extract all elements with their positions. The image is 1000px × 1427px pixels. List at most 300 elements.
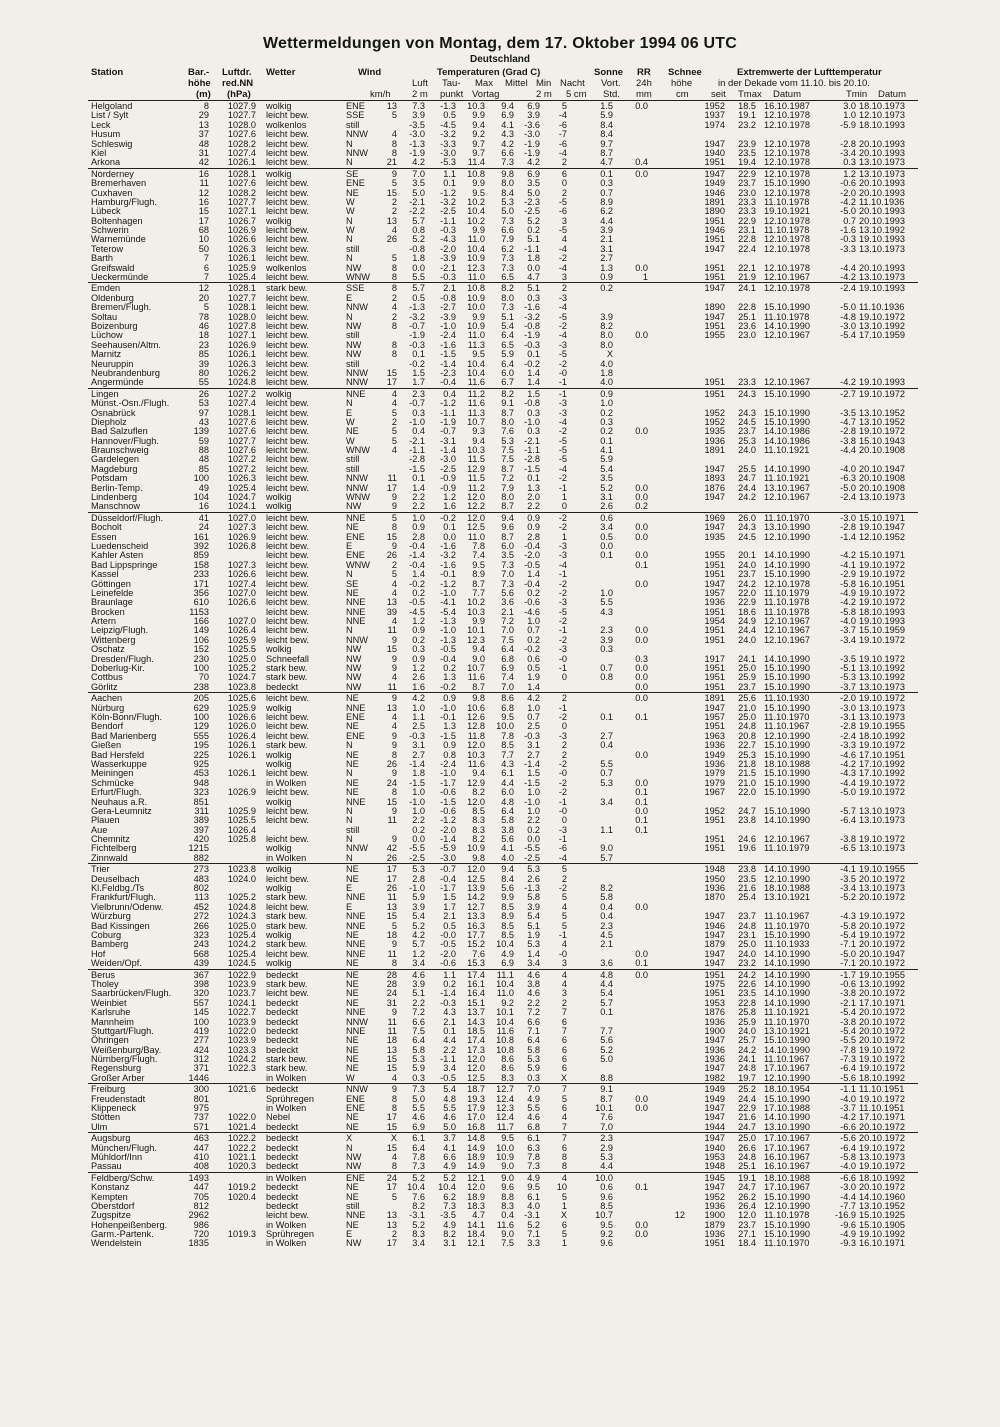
wetter: leicht bew.	[266, 426, 309, 437]
wind-speed: 15	[386, 1054, 397, 1065]
luftdruck: 1020.4	[227, 1191, 256, 1202]
wind-direction: NNE	[346, 1007, 366, 1018]
tmax-datum: 13.10.1921	[764, 1025, 810, 1036]
min-2m: 4.6	[527, 988, 540, 999]
wind-direction: NE	[346, 929, 359, 940]
max-vortag: 10.7	[467, 416, 485, 427]
mittel: 6.4	[501, 805, 514, 816]
nacht-5cm: 5	[561, 101, 567, 111]
max-vortag: 14.8	[467, 1133, 485, 1144]
seit: 1936	[704, 758, 725, 769]
wind-direction: NW	[346, 1151, 362, 1162]
temp-luft: 1.5	[412, 367, 425, 378]
tmin: -2.9	[840, 569, 856, 580]
taupunkt: -1.2	[440, 187, 456, 198]
max-vortag: 12.9	[467, 777, 485, 788]
wind-direction: N	[346, 1142, 353, 1153]
min-2m: 5.3	[527, 864, 540, 875]
tmax: 23.0	[738, 187, 756, 198]
bar-hoehe: 49	[198, 482, 209, 493]
rr-24h: 0.0	[635, 969, 648, 980]
col-tmin: Tmin	[846, 89, 868, 100]
station-name: Oschatz	[91, 644, 125, 655]
wind-direction: NW	[346, 320, 362, 331]
temp-luft: -3.5	[409, 119, 425, 130]
wind-direction: W	[346, 196, 355, 207]
bar-hoehe: 12	[198, 283, 209, 294]
max-vortag: 16.3	[467, 920, 485, 931]
wetter: leicht bew.	[266, 272, 309, 283]
tmin: -7.1	[840, 958, 856, 969]
tmin-datum: 20.10.1972	[859, 1007, 905, 1018]
col-wind-unit: km/h	[370, 89, 391, 100]
max-vortag: 8.2	[472, 787, 485, 798]
nacht-5cm: 2	[561, 693, 567, 704]
wind-speed: 13	[386, 597, 397, 608]
wind-speed: 2	[391, 311, 397, 322]
bar-hoehe: 100	[193, 712, 209, 722]
tmax: 25.0	[738, 1133, 756, 1144]
min-2m: 6.8	[527, 1121, 540, 1132]
min-2m: 1.4	[527, 681, 540, 692]
min-2m: -1.4	[524, 758, 540, 769]
wind-direction: NE	[346, 988, 359, 999]
luftdruck: 1027.1	[227, 206, 256, 217]
wetter: leicht bew.	[266, 815, 309, 826]
wind-direction: still	[346, 463, 360, 474]
min-2m: 5.1	[527, 234, 540, 245]
station-name: Kiel	[91, 147, 107, 158]
tmin: -2.8	[840, 426, 856, 437]
sonne: 0.4	[600, 911, 613, 922]
luftdruck: 1023.8	[227, 864, 256, 875]
tmax-datum: 15.10.1990	[764, 777, 810, 788]
tmin-datum: 11.10.1951	[859, 1084, 905, 1095]
mittel: 3.5	[501, 550, 514, 561]
station-name: Barth	[91, 253, 113, 264]
taupunkt: -1.6	[440, 339, 456, 350]
wetter: leicht bew.	[266, 138, 309, 149]
temp-luft: 1.7	[412, 377, 425, 388]
taupunkt: -1.4	[440, 445, 456, 456]
col-tmax: Tmax	[738, 89, 762, 100]
bar-hoehe: 104	[193, 492, 209, 503]
tmax-datum: 11.10.1921	[764, 1007, 810, 1018]
station-group	[88, 512, 918, 692]
station-name: Vielbrunn/Odenw.	[91, 901, 164, 912]
max-vortag: 11.0	[467, 234, 485, 245]
wind-direction: ENE	[346, 1103, 365, 1114]
sonne: 8.7	[600, 1093, 613, 1104]
tmax-datum: 11.10.1930	[764, 693, 810, 704]
station-name: Oberstdorf	[91, 1200, 135, 1211]
tmin-datum: 17.10.1971	[859, 1112, 905, 1123]
seit: 1951	[704, 634, 725, 645]
tmin: -4.9	[840, 587, 856, 598]
tmin-datum: 15.10.1905	[859, 1219, 905, 1230]
seit: 1982	[704, 1072, 725, 1083]
wetter: Nebel	[266, 1112, 291, 1123]
tmin-datum: 19.10.1972	[859, 1044, 905, 1055]
wind-direction: NNE	[346, 920, 366, 931]
rr-24h: 0.0	[635, 749, 648, 760]
luftdruck: 1026.0	[227, 721, 256, 732]
station-name: Leck	[91, 119, 111, 130]
wind-direction: E	[346, 883, 353, 894]
bar-hoehe: 23	[198, 339, 209, 350]
tmax: 24.8	[738, 920, 756, 931]
tmin: -5.9	[840, 119, 856, 130]
mittel: 10.4	[496, 1016, 514, 1027]
tmax-datum: 12.10.1978	[764, 283, 810, 294]
wetter: leicht bew.	[266, 358, 309, 369]
tmin: -3.4	[840, 147, 856, 158]
min-2m: 3.5	[527, 178, 540, 189]
col-tau-1: Tau-	[442, 78, 461, 89]
min-2m: 1.0	[527, 702, 540, 713]
temp-luft: 5.7	[412, 939, 425, 950]
tmax: 26.0	[738, 512, 756, 523]
temp-luft: -0.7	[409, 320, 425, 331]
taupunkt: 1.6	[443, 501, 456, 512]
min-2m: 9.5	[527, 1182, 540, 1193]
bar-hoehe: 100	[193, 473, 209, 484]
tmin: -0.6	[840, 978, 856, 989]
wind-direction: NNE	[346, 702, 366, 713]
wind-speed: 5	[391, 1191, 397, 1202]
temp-luft: 5.7	[412, 215, 425, 226]
temp-luft: 3.4	[412, 1238, 425, 1249]
max-vortag: 12.5	[467, 1072, 485, 1083]
wind-direction: N	[346, 398, 353, 409]
nacht-5cm: -3	[558, 407, 567, 418]
bar-hoehe: 397	[193, 824, 209, 835]
max-vortag: 12.1	[467, 1172, 485, 1183]
luftdruck: 1027.6	[227, 416, 256, 427]
col-schnee-3: cm	[676, 89, 689, 100]
wetter: leicht bew.	[266, 234, 309, 245]
table-row	[88, 1123, 918, 1132]
bar-hoehe: 266	[193, 920, 209, 931]
mittel: 6.0	[501, 787, 514, 798]
rr-24h: 0.0	[635, 777, 648, 788]
luftdruck: 1026.1	[227, 349, 256, 360]
temp-luft: -2.1	[409, 196, 425, 207]
seit: 1951	[704, 559, 725, 570]
luftdruck: 1024.5	[227, 958, 256, 969]
sonne: 0.1	[600, 1007, 613, 1018]
seit: 1979	[704, 768, 725, 779]
wind-direction: NW	[346, 663, 362, 674]
min-2m: 4.9	[527, 1093, 540, 1104]
sonne: 4.0	[600, 358, 613, 369]
luftdruck: 1025.6	[227, 693, 256, 704]
temp-luft: 8.2	[412, 1200, 425, 1211]
wetter: leicht bew.	[266, 225, 309, 236]
luftdruck: 1027.0	[227, 512, 256, 523]
wind-speed: 9	[391, 805, 397, 816]
tmin: -4.0	[840, 616, 856, 627]
sonne: 3.6	[600, 958, 613, 969]
taupunkt: -3.0	[440, 852, 456, 863]
wetter: leicht bew.	[266, 569, 309, 580]
wind-speed: 31	[386, 997, 397, 1008]
tmax-datum: 15.10.1990	[764, 302, 810, 313]
tmin: 1.2	[843, 168, 856, 179]
tmin-datum: 13.10.1952	[859, 407, 905, 418]
max-vortag: 9.0	[472, 653, 485, 664]
taupunkt: -5.4	[440, 606, 456, 617]
luftdruck: 1024.8	[227, 377, 256, 388]
seit: 1935	[704, 426, 725, 437]
tmax-datum: 11.10.1978	[764, 606, 810, 617]
table-row	[88, 1074, 918, 1083]
tmin-datum: 13.10.1973	[859, 157, 905, 168]
max-vortag: 10.0	[467, 302, 485, 313]
mittel: 8.4	[501, 873, 514, 884]
tmax-datum: 12.10.1990	[764, 531, 810, 542]
tmax: 22.9	[738, 215, 756, 226]
tmin-datum: 13.10.1992	[859, 225, 905, 236]
wind-speed: 17	[386, 377, 397, 388]
seit: 1947	[704, 492, 725, 503]
seit: 1951	[704, 681, 725, 692]
max-vortag: 9.3	[472, 426, 485, 437]
tmin: -1.4	[840, 531, 856, 542]
station-name: Meiningen	[91, 768, 134, 779]
seit: 1936	[704, 1016, 725, 1027]
rr-24h: 0.0	[635, 693, 648, 704]
wind-speed: 8	[391, 272, 397, 283]
tmin: -3.5	[840, 653, 856, 664]
rr-24h: 0.0	[635, 262, 648, 273]
wind-speed: 8	[391, 958, 397, 969]
taupunkt: 0.9	[443, 693, 456, 704]
wind-speed: 26	[386, 883, 397, 894]
station-name: Leipzig/Flugh.	[91, 625, 149, 636]
tmax-datum: 18.10.1988	[764, 883, 810, 894]
bar-hoehe: 29	[198, 110, 209, 121]
nacht-5cm: 6	[561, 1063, 567, 1074]
min-2m: -0.3	[524, 339, 540, 350]
tmax: 24.3	[738, 522, 756, 533]
mittel: 7.5	[501, 445, 514, 456]
wetter: leicht bew.	[266, 253, 309, 264]
max-vortag: 14.9	[467, 1161, 485, 1172]
wind-direction: NNE	[346, 512, 366, 523]
wind-speed: 11	[387, 892, 397, 903]
sonne: 3.9	[600, 311, 613, 322]
station-name: Bremen/Flugh.	[91, 302, 152, 313]
tmax: 26.4	[738, 1200, 756, 1211]
station-name: Warnemünde	[91, 234, 146, 245]
bar-hoehe: 149	[193, 625, 209, 636]
max-vortag: 12.0	[467, 1054, 485, 1065]
tmax-datum: 12.10.1978	[764, 234, 810, 245]
mittel: 12.7	[496, 1084, 514, 1095]
mittel: 7.3	[501, 578, 514, 589]
mittel: 8.8	[501, 1191, 514, 1202]
bar-hoehe: 20	[198, 292, 209, 303]
max-vortag: 18.4	[467, 1229, 485, 1240]
tmax-datum: 15.10.1990	[764, 1191, 810, 1202]
sonne: 7.7	[600, 1025, 613, 1036]
tmin-datum: 13.10.1992	[859, 320, 905, 331]
tmax-datum: 12.10.1967	[764, 634, 810, 645]
seit: 1944	[704, 1121, 725, 1132]
station-name: Bad Marienberg	[91, 730, 157, 741]
bar-hoehe: 68	[198, 225, 209, 236]
min-2m: -2.8	[524, 454, 540, 465]
seit: 1937	[704, 110, 725, 121]
wetter: wolkig	[266, 883, 292, 894]
max-vortag: 9.5	[472, 349, 485, 360]
wetter: wolkig	[266, 101, 292, 111]
min-2m: 0.1	[527, 473, 540, 484]
sonne: 2.7	[600, 253, 613, 264]
wetter: stark bew.	[266, 939, 308, 950]
temp-luft: 3.9	[412, 901, 425, 912]
bar-hoehe: 1153	[189, 606, 209, 617]
station-name: Angermünde	[91, 377, 144, 388]
tmax-datum: 12.10.1978	[764, 187, 810, 198]
seit: 1936	[704, 1054, 725, 1065]
tmin: -5.0	[840, 482, 856, 493]
seit: 1955	[704, 550, 725, 561]
col-luftdr-3: (hPa)	[227, 89, 251, 100]
wind-direction: NNE	[346, 796, 366, 807]
nacht-5cm: -5	[558, 454, 567, 465]
wind-speed: 15	[386, 367, 397, 378]
tmin: -4.1	[840, 864, 856, 875]
tmin-datum: 20.10.1972	[859, 1035, 905, 1046]
luftdruck: 1025.2	[227, 663, 256, 674]
tmax: 24.4	[738, 482, 756, 493]
bar-hoehe: 7	[203, 272, 209, 283]
wind-direction: NNE	[346, 388, 366, 399]
tmax: 24.5	[738, 416, 756, 427]
tmax: 24.9	[738, 616, 756, 627]
taupunkt: -1.3	[440, 101, 456, 111]
tmin-datum: 20.10.1947	[859, 463, 905, 474]
tmax-datum: 12.10.1967	[764, 625, 810, 636]
sonne: 0.1	[600, 435, 613, 446]
mittel: 7.8	[501, 730, 514, 741]
tmin: -9.6	[840, 1219, 856, 1230]
tmax-datum: 17.10.1967	[764, 1142, 810, 1153]
max-vortag: 10.1	[467, 625, 485, 636]
bar-hoehe: 323	[193, 929, 209, 940]
max-vortag: 9.9	[472, 225, 485, 236]
wetter: wolkig	[266, 644, 292, 655]
nacht-5cm: -4	[558, 110, 567, 121]
tmin-datum: 19.10.1972	[859, 634, 905, 645]
nacht-5cm: -3	[558, 597, 567, 608]
max-vortag: 12.8	[467, 721, 485, 732]
taupunkt: 4.4	[443, 1035, 456, 1046]
nacht-5cm: 4	[561, 939, 567, 950]
taupunkt: -1.1	[440, 1054, 456, 1065]
seit: 1936	[704, 435, 725, 446]
tmax-datum: 14.10.1990	[764, 559, 810, 570]
luftdruck: 1019.2	[227, 1182, 256, 1193]
taupunkt: 2.1	[443, 911, 456, 922]
mittel: 12.4	[496, 1093, 514, 1104]
min-2m: 2.8	[527, 531, 540, 542]
temp-luft: -2.1	[409, 435, 425, 446]
tmax-datum: 17.10.1967	[764, 1063, 810, 1074]
wind-speed: 24	[386, 777, 397, 788]
seit: 1963	[704, 730, 725, 741]
min-2m: -1.6	[524, 302, 540, 313]
wind-direction: NE	[346, 864, 359, 875]
luftdruck: 1027.2	[227, 454, 256, 465]
tmax-datum: 14.10.1990	[764, 948, 810, 959]
nacht-5cm: 0	[561, 672, 567, 683]
max-vortag: 9.5	[472, 559, 485, 570]
station-name: Saarbrücken/Flugh.	[91, 988, 172, 999]
min-2m: -1.0	[524, 416, 540, 427]
mittel: 6.4	[501, 358, 514, 369]
bar-hoehe: 812	[193, 1200, 209, 1211]
luftdruck: 1028.0	[227, 119, 256, 130]
tmin: -3.8	[840, 834, 856, 845]
max-vortag: 14.3	[467, 1016, 485, 1027]
wetter: stark bew.	[266, 978, 308, 989]
wind-speed: 5	[391, 569, 397, 580]
temp-luft: -5.5	[409, 843, 425, 854]
taupunkt: -0.5	[440, 939, 456, 950]
seit: 1951	[704, 320, 725, 331]
tmin-datum: 14.10.1960	[859, 1191, 905, 1202]
seit: 1979	[704, 777, 725, 788]
wetter: leicht bew.	[266, 1210, 309, 1221]
mittel: 8.9	[501, 911, 514, 922]
wind-direction: E	[346, 1229, 353, 1240]
nacht-5cm: -1	[558, 388, 567, 399]
tmin-datum: 19.10.1947	[859, 522, 905, 533]
tmin-datum: 20.10.1993	[859, 215, 905, 226]
tmin-datum: 16.10.1971	[859, 1238, 905, 1249]
tmax: 24.8	[738, 1151, 756, 1162]
wind-direction: WNW	[346, 445, 370, 456]
tmin-datum: 19.10.1992	[859, 1229, 905, 1240]
seit: 1879	[704, 1219, 725, 1230]
min-2m: -1.5	[524, 463, 540, 474]
bar-hoehe: 24	[198, 522, 209, 533]
taupunkt: 5.5	[443, 1103, 456, 1114]
max-vortag: 11.5	[467, 454, 485, 465]
temp-luft: 1.2	[412, 616, 425, 627]
temp-luft: 5.1	[412, 988, 425, 999]
tmax-datum: 15.10.1990	[764, 569, 810, 580]
tmin: -1.6	[840, 225, 856, 236]
wetter: wolkig	[266, 501, 292, 512]
wetter: in Wolken	[266, 1103, 307, 1114]
taupunkt: 3.1	[443, 1238, 456, 1249]
sonne: 5.6	[600, 1035, 613, 1046]
station-name: Trier	[91, 864, 110, 875]
station-name: München/Flugh.	[91, 1142, 157, 1153]
bar-hoehe: 16	[198, 168, 209, 179]
max-vortag: 12.1	[467, 1238, 485, 1249]
tmin-datum: 19.10.1972	[859, 1063, 905, 1074]
mittel: 8.5	[501, 901, 514, 912]
station-group	[88, 692, 918, 863]
tmax-datum: 13.10.1967	[764, 482, 810, 493]
seit: 1951	[704, 721, 725, 732]
tmax: 21.6	[738, 883, 756, 894]
